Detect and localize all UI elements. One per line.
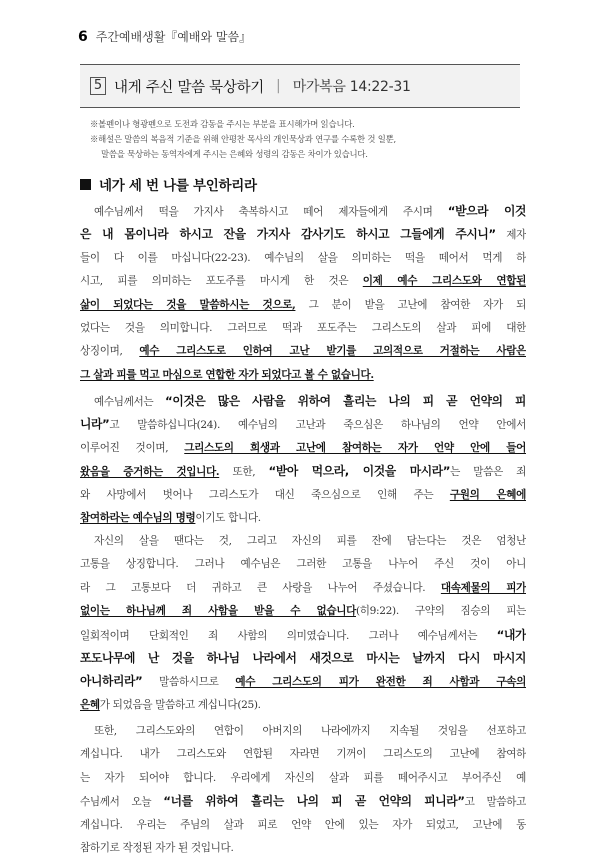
- body-paragraph: [80, 200, 526, 387]
- emphasis-text: 구원의 은혜에: [449, 488, 526, 501]
- text-line: [80, 460, 526, 483]
- scripture-quote: 포도나무에 난 것을 하나님 나라에서 새것으로 마시는 날까지 다시 마시지: [80, 650, 526, 665]
- body-text: 계십니다. 내가 그리스도와 연합된 자라면 기꺼이 그리스도의 고난에 참여하: [80, 748, 526, 761]
- text-line: [80, 507, 526, 530]
- text-line: [80, 670, 526, 693]
- text-line: [80, 484, 526, 507]
- section-number: 5: [90, 77, 106, 95]
- text-line: [80, 340, 526, 363]
- emphasis-text: 없이는 하나님께 죄 사함을 받을 수 없습니다: [80, 605, 356, 618]
- body-text: 이루어진 것이며,: [80, 441, 185, 454]
- text-line: [80, 223, 526, 246]
- text-line: [80, 624, 526, 647]
- text-line: [80, 553, 526, 576]
- text-line: [80, 767, 526, 790]
- emphasis-text: 삶이 되었다는 것을 말씀하시는 것으로,: [80, 298, 296, 311]
- text-line: [80, 577, 526, 600]
- emphasis-text: 대속제물의 피가: [440, 581, 526, 594]
- note-line: ※해설은 말씀의 복음적 기준을 위해 안평찬 목사의 개인묵상과 연구를 수록한 것 일뿐,: [90, 134, 396, 144]
- body-text: 제자: [495, 229, 526, 242]
- emphasis-text: 그리스도의 희생과 고난에 참여하는 자가 언약 안에 들어: [184, 441, 526, 454]
- body-text: 와 사망에서 벗어나 그리스도가 대신 죽으심으로 인해 주는: [80, 488, 450, 501]
- emphasis-text: 이제 예수 그리스도와 연합된: [362, 275, 526, 288]
- body-text: 그 분이 받을 고난에 참여한 자가 되: [295, 298, 526, 311]
- body-text: 참하기로 작정된 자가 된 것입니다.: [80, 841, 234, 854]
- section-divider: |: [276, 78, 281, 94]
- body-text: 가 되었음을 말씀하고 계십니다(25).: [99, 698, 261, 711]
- body-text: 라 그 고통보다 더 귀하고 큰 사랑을 나누어 주셨습니다.: [80, 581, 441, 594]
- scripture-quote: 니라”: [80, 417, 110, 432]
- subheading-text: 네가 세 번 나를 부인하리라: [99, 178, 257, 194]
- emphasis-text: 참여하라는 예수님의 명령: [80, 511, 196, 524]
- text-line: [80, 413, 526, 436]
- text-line: [80, 294, 526, 317]
- text-line: [80, 390, 526, 413]
- body-text: 는 자가 되어야 합니다. 우리에게 자신의 살과 피를 떼어주시고 부어주신 예: [80, 771, 526, 784]
- square-bullet-icon: [80, 179, 91, 190]
- running-title: 주간예배생활『예배와 말씀』: [95, 30, 252, 44]
- body-text: 고통을 상징합니다. 그러나 예수님은 그러한 고통을 나누어 주신 것이 아니: [80, 558, 526, 571]
- body-text: 수님께서 오늘: [80, 796, 164, 809]
- scripture-quote: 은 내 몸이니라 하시고 잔을 가지사 감사기도 하시고 그들에게 주시니”: [80, 227, 496, 242]
- body-text: 고 말씀하고: [464, 796, 526, 809]
- section-title: 내게 주신 말씀 묵상하기: [114, 79, 264, 96]
- emphasis-text: 은혜: [80, 698, 100, 711]
- text-line: [80, 317, 526, 340]
- text-line: [80, 720, 526, 743]
- body-text: 또한,: [219, 466, 269, 479]
- text-line: [80, 437, 526, 460]
- body-text: 또한, 그리스도와의 연합이 아버지의 나라에까지 지속될 것임을 선포하고: [94, 725, 526, 737]
- text-line: [80, 837, 526, 860]
- body-text: 말씀하시므로: [142, 676, 236, 689]
- body-text: 일회적이며 단회적인 죄 사함의 의미였습니다. 그러나 예수님께서는: [80, 629, 497, 642]
- subheading: [80, 174, 257, 194]
- scripture-quote: “받으라 이것: [447, 204, 526, 218]
- text-line: [80, 530, 526, 553]
- text-line: [80, 247, 526, 270]
- reading-notes: [90, 117, 530, 162]
- body-paragraph: [80, 530, 526, 717]
- emphasis-text: 그 살과 피를 먹고 마심으로 연합한 자가 되었다고 볼 수 없습니다.: [80, 368, 374, 381]
- page-header: [78, 28, 251, 45]
- body-text: 예수님께서는: [94, 396, 166, 408]
- scripture-quote: “받아 먹으라, 이것을 마시라”: [268, 464, 451, 479]
- body-text: 계십니다. 우리는 주님의 살과 피로 언약 안에 있는 자가 되었고, 고난에 동: [80, 818, 526, 831]
- scripture-quote: “너를 위하여 흘리는 나의 피 곧 언약의 피니라”: [163, 794, 465, 809]
- body-paragraph: [80, 390, 526, 530]
- scripture-quote: 아니하리라”: [80, 674, 143, 689]
- page-number: 6: [78, 29, 88, 45]
- section-header: [80, 64, 520, 108]
- text-line: [80, 790, 526, 813]
- body-text: 었다는 것을 의미합니다. 그러므로 떡과 포도주는 그리스도의 살과 피에 대한: [80, 321, 526, 334]
- text-line: [80, 270, 526, 293]
- emphasis-text: 왔음을 증거하는 것입니다.: [80, 466, 220, 479]
- body-text: 예수님께서 떡을 가지사 축복하시고 떼어 제자들에게 주시며: [94, 206, 448, 218]
- text-line: [80, 364, 526, 387]
- text-line: [80, 743, 526, 766]
- body-text: (히9:22). 구약의 짐승의 피는: [355, 605, 526, 618]
- body-text: 고 말씀하십니다(24). 예수님의 고난과 죽으심은 하나님의 언약 안에서: [109, 419, 526, 432]
- text-line: [80, 814, 526, 837]
- scripture-reference: 마가복음 14:22-31: [292, 79, 411, 95]
- body-text: 시고, 피를 의미하는 포도주를 마시게 한 것은: [80, 275, 363, 288]
- text-line: [80, 200, 526, 223]
- text-line: [80, 600, 526, 623]
- body-text: 들이 다 이를 마십니다(22-23). 예수님의 살을 의미하는 떡을 떼어서 먹게 하: [80, 251, 526, 264]
- note-line: 말씀을 묵상하는 동역자에게 주시는 은혜와 성령의 감동은 차이가 있습니다.: [101, 149, 368, 159]
- emphasis-text: 예수 그리스도로 인하여 고난 받기를 고의적으로 거절하는 사람은: [139, 345, 526, 358]
- body-text: 이기도 합니다.: [195, 511, 261, 524]
- emphasis-text: 예수 그리스도의 피가 완전한 죄 사함과 구속의: [235, 676, 526, 689]
- body-text: 상징이며,: [80, 345, 140, 358]
- body-paragraph: [80, 720, 526, 860]
- body-text: 자신의 살을 땐다는 것, 그리고 자신의 피를 잔에 담는다는 것은 엄청난: [94, 535, 526, 547]
- scripture-quote: “내가: [496, 627, 526, 642]
- note-line: ※볼펜이나 형광펜으로 도전과 감동을 주시는 부분을 표시해가며 읽습니다.: [90, 119, 355, 129]
- scripture-quote: “이것은 많은 사람을 위하여 흘리는 나의 피 곧 언약의 피: [165, 394, 526, 408]
- text-line: [80, 694, 526, 717]
- body-text: 는 말씀은 죄: [450, 466, 526, 479]
- text-line: [80, 647, 526, 670]
